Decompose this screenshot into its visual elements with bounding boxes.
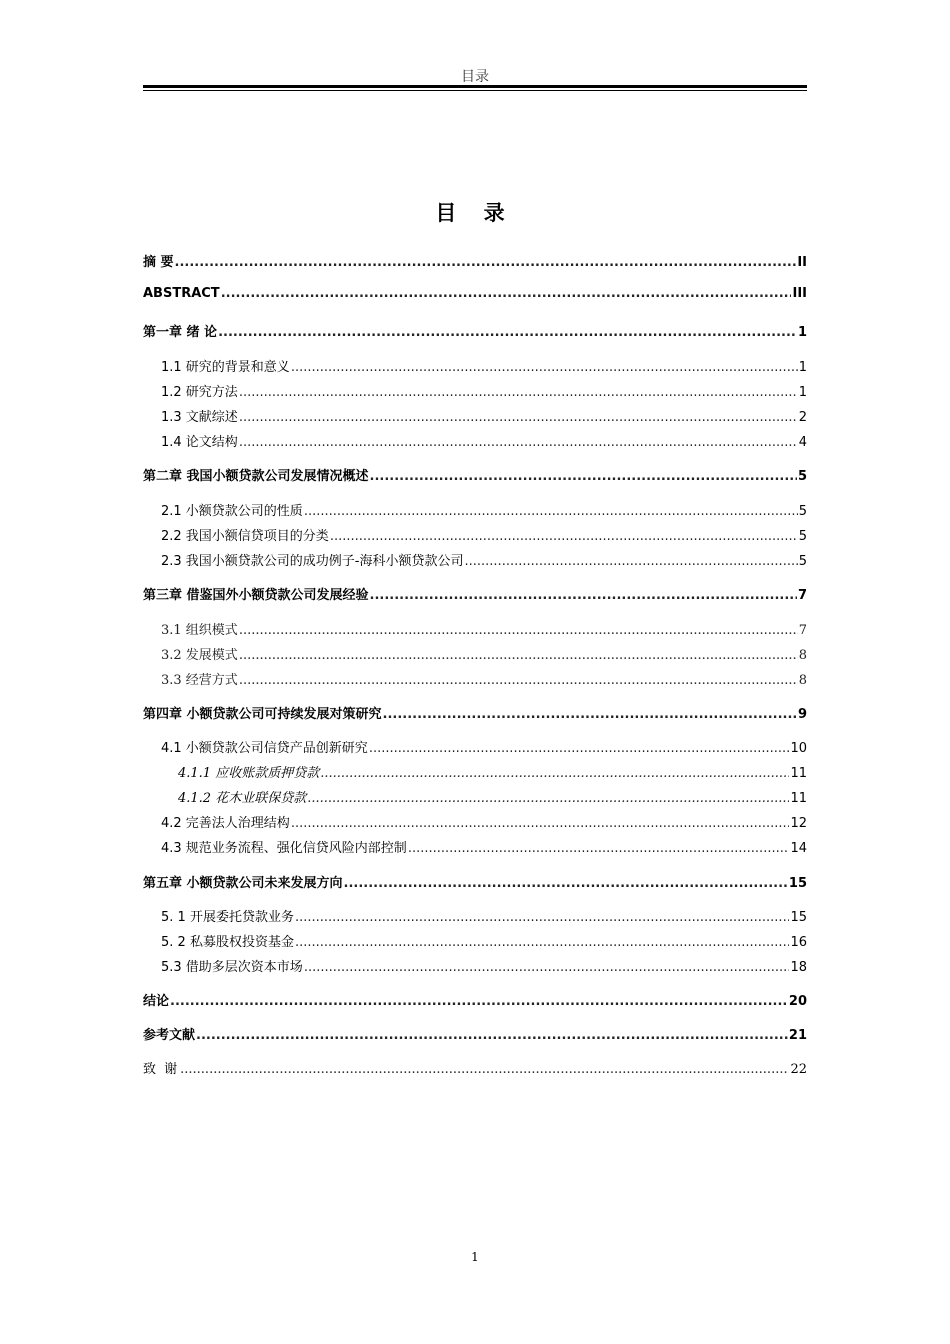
toc-entry-chapter-1[interactable]: 第一章 绪 论 ..... 1	[143, 321, 807, 340]
toc-entry-chapter-2[interactable]: 第二章 我国小额贷款公司发展情况概述 ..... 5	[143, 465, 807, 484]
toc-entry-3-3[interactable]: 3.3 经营方式 ..... 8	[143, 669, 807, 688]
toc-entry-1-3[interactable]: 1.3 文献综述 ..... 2	[143, 406, 807, 425]
toc-entry-4-1-2[interactable]: 4.1.2 花木业联保贷款 ..... 11	[143, 787, 807, 806]
toc-entry-1-2[interactable]: 1.2 研究方法 ..... 1	[143, 381, 807, 400]
toc-entry-4-1-1[interactable]: 4.1.1 应收账款质押贷款 ..... 11	[143, 762, 807, 781]
header-title: 目录	[461, 69, 489, 85]
toc-entry-5-3[interactable]: 5.3 借助多层次资本市场 ..... 18	[143, 956, 807, 975]
toc-entry-conclusion[interactable]: 结论 ..... 20	[143, 990, 807, 1009]
toc-entry-chapter-5[interactable]: 第五章 小额贷款公司未来发展方向 ..... 15	[143, 872, 807, 891]
toc-entry-acknowledgements[interactable]: 致 谢 ..... 22	[143, 1058, 807, 1077]
toc-entry-4-2[interactable]: 4.2 完善法人治理结构 ..... 12	[143, 812, 807, 831]
toc-entry-2-3[interactable]: 2.3 我国小额贷款公司的成功例子-海科小额贷款公司 ..... 5	[143, 550, 807, 569]
toc-entry-3-1[interactable]: 3.1 组织模式 ..... 7	[143, 619, 807, 638]
toc-entry-2-2[interactable]: 2.2 我国小额信贷项目的分类 ..... 5	[143, 525, 807, 544]
toc-entry-abstract-en[interactable]: ABSTRACT ..... III	[143, 286, 807, 301]
toc-entry-references[interactable]: 参考文献 ..... 21	[143, 1024, 807, 1043]
toc-entry-4-1[interactable]: 4.1 小额贷款公司信贷产品创新研究 ..... 10	[143, 737, 807, 756]
toc-entry-1-1[interactable]: 1.1 研究的背景和意义 ..... 1	[143, 356, 807, 375]
page-number: 1	[471, 1250, 479, 1264]
toc-entry-abstract-cn[interactable]: 摘 要 ..... II	[143, 251, 807, 270]
toc-entry-5-2[interactable]: 5. 2 私募股权投资基金 ..... 16	[143, 931, 807, 950]
toc-entry-3-2[interactable]: 3.2 发展模式 ..... 8	[143, 644, 807, 663]
toc-entry-4-3[interactable]: 4.3 规范业务流程、强化信贷风险内部控制 ..... 14	[143, 837, 807, 856]
toc-entry-chapter-3[interactable]: 第三章 借鉴国外小额贷款公司发展经验 ..... 7	[143, 584, 807, 603]
toc-title: 目 录	[435, 201, 515, 225]
toc-entry-5-1[interactable]: 5. 1 开展委托贷款业务 ..... 15	[143, 906, 807, 925]
header-rule-thick	[143, 85, 807, 88]
toc-entry-1-4[interactable]: 1.4 论文结构 ..... 4	[143, 431, 807, 450]
toc-entry-2-1[interactable]: 2.1 小额贷款公司的性质 ..... 5	[143, 500, 807, 519]
toc-entry-chapter-4[interactable]: 第四章 小额贷款公司可持续发展对策研究 ..... 9	[143, 703, 807, 722]
page-header	[143, 64, 807, 92]
header-rule-thin	[143, 90, 807, 91]
